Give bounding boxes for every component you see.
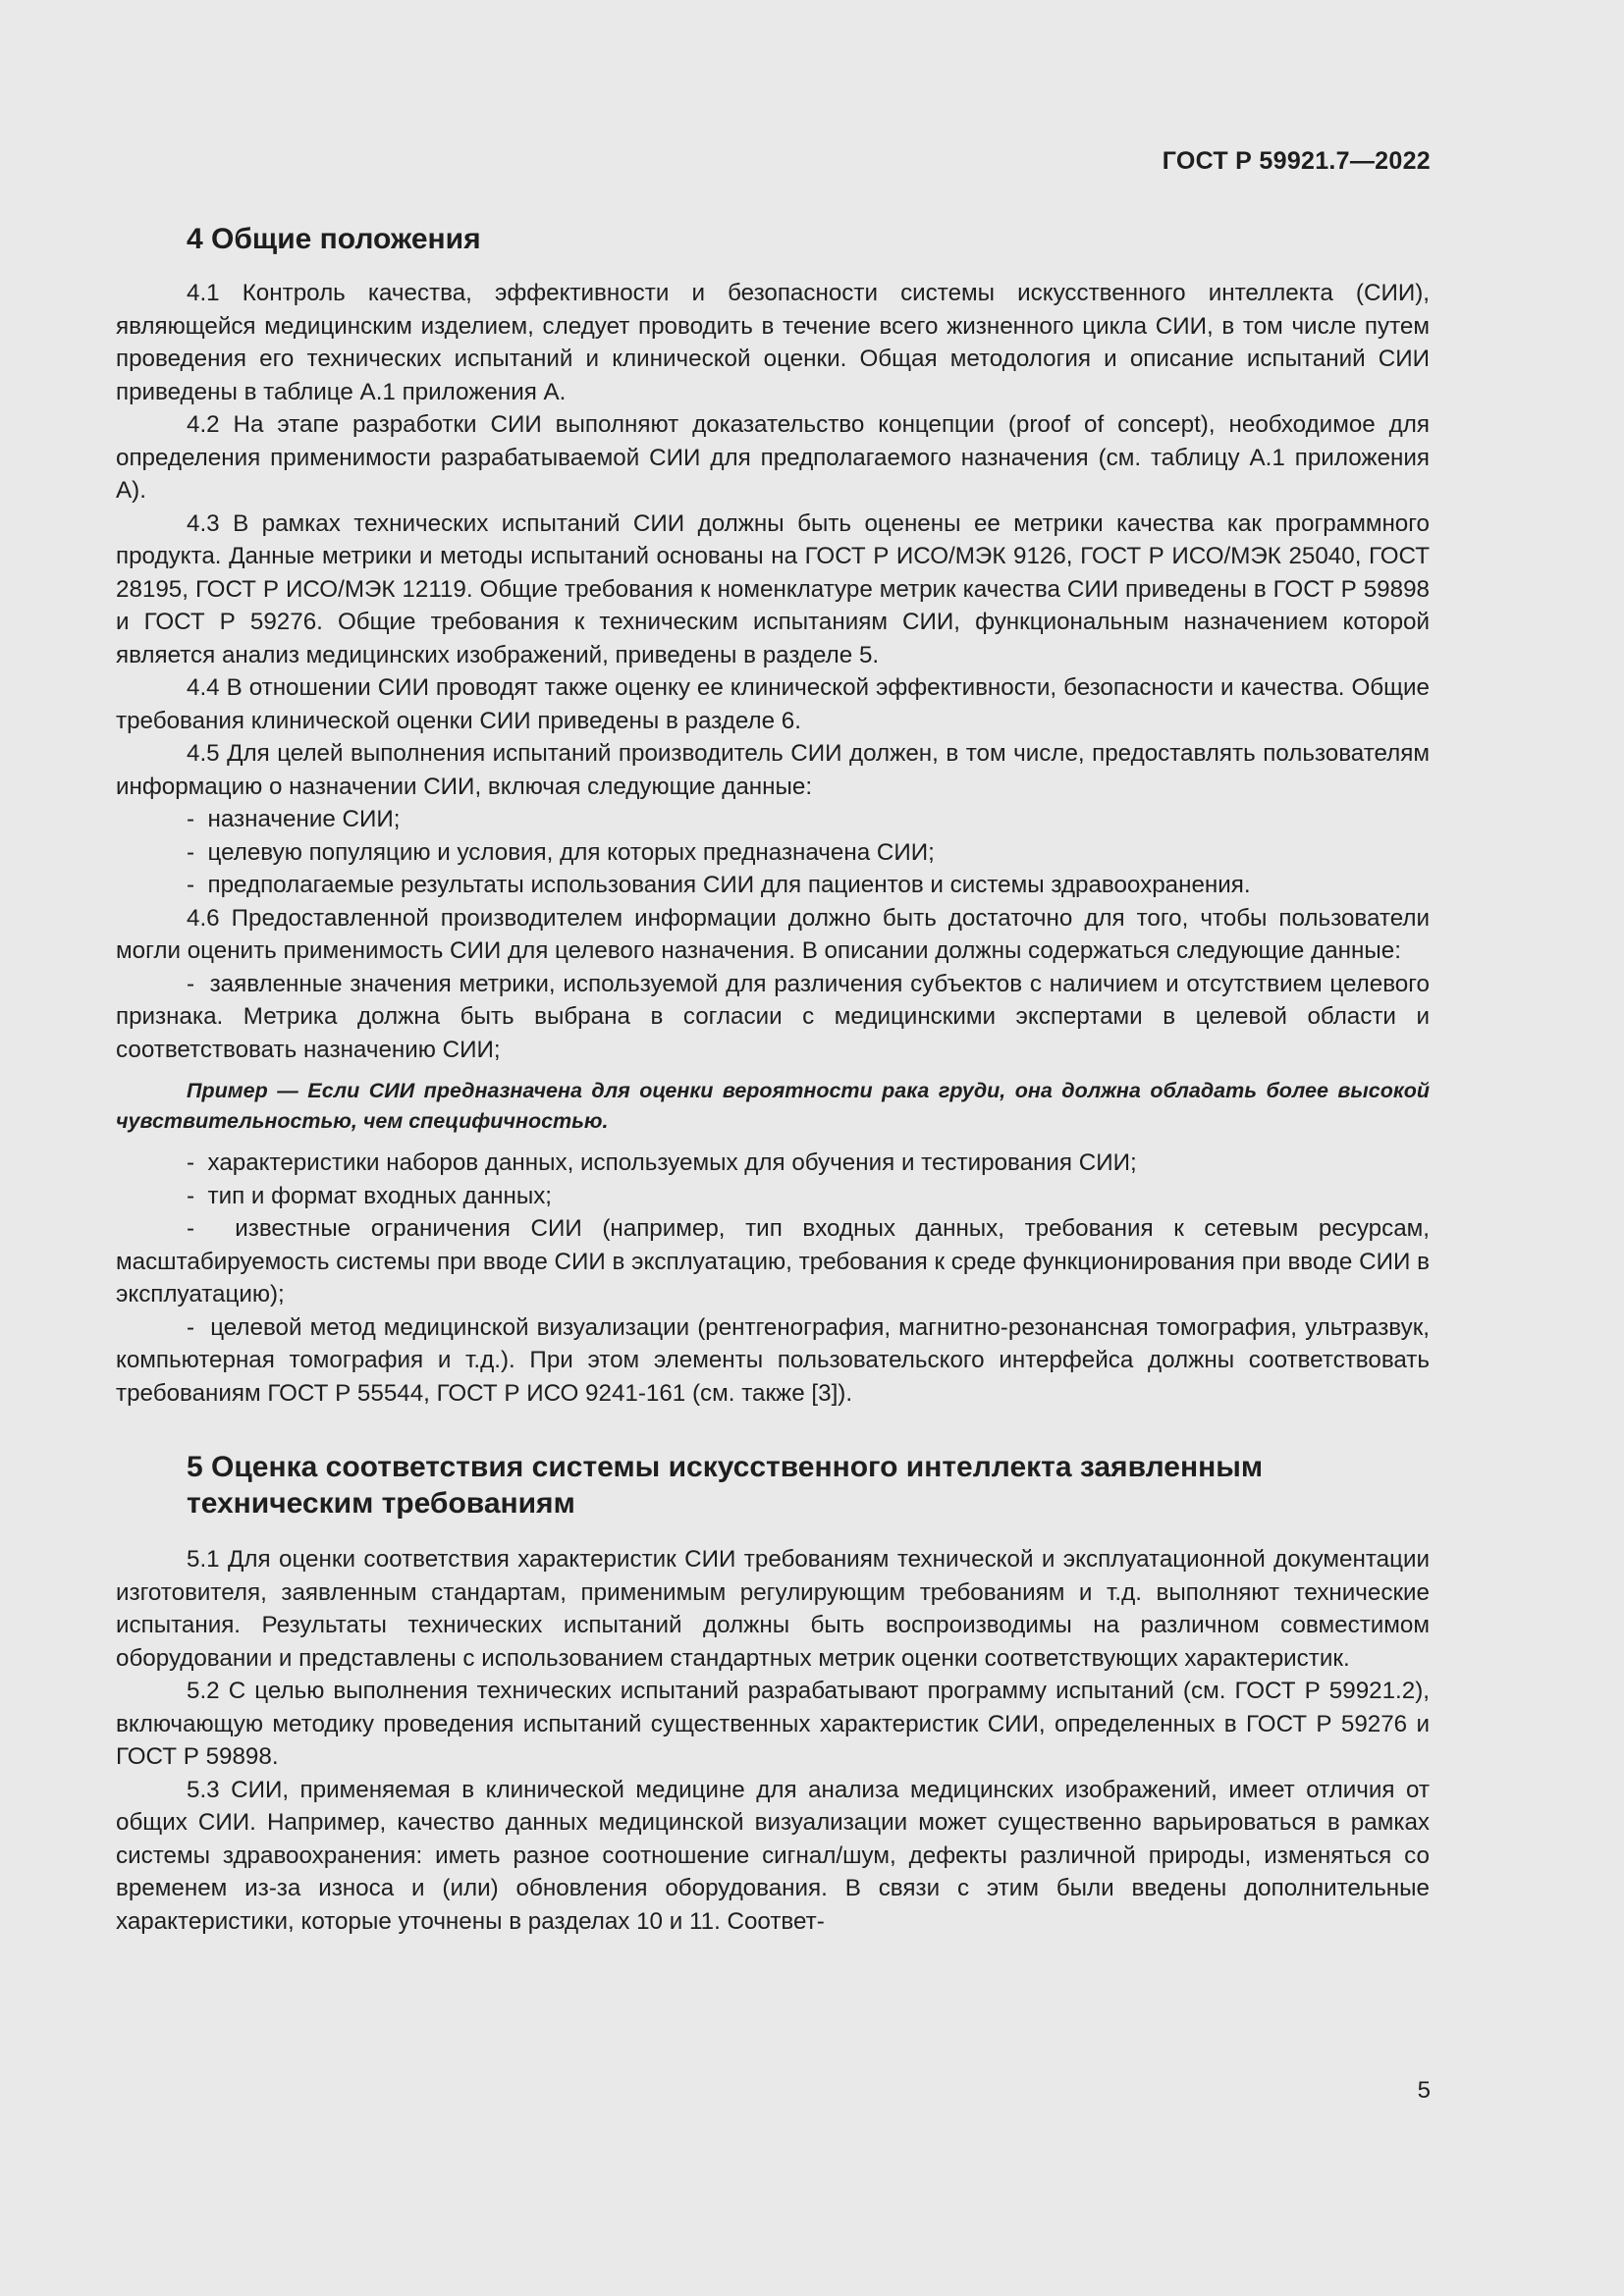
list-item: - назначение СИИ;	[116, 803, 1430, 836]
paragraph-4-6: 4.6 Предоставленной производителем информации должно быть достаточно для того, чтобы пользователи могли оценить применимость СИИ для целевого назначения. В описании должны содержаться следующие данные:	[116, 904, 1430, 964]
paragraph-5-1: 5.1 Для оценки соответствия характеристик СИИ требованиям технической и эксплуатационной документации изготовителя, заявленным стандартам, применимым регулирующим требованиям и т.д. выполняют технические испытания. Результаты технических испытаний должны быть воспроизводимы на различном совместимом оборудовании и представлены с использованием стандартных метрик оценки соответствующих характеристик.	[116, 1546, 1430, 1672]
list-4-6-b	[116, 1147, 1430, 1410]
paragraph-4-4: 4.4 В отношении СИИ проводят также оценку ее клинической эффективности, безопасности и качества. Общие требования клинической оценки СИИ приведены в разделе 6.	[116, 674, 1430, 734]
document-code: ГОСТ Р 59921.7—2022	[1162, 147, 1431, 175]
paragraph-4-2: 4.2 На этапе разработки СИИ выполняют доказательство концепции (proof of concept), необходимое для определения применимости разрабатываемой СИИ для предполагаемого назначения (см. таблицу А.1 приложения А).	[116, 411, 1430, 504]
page-number: 5	[1417, 2077, 1431, 2104]
list-4-6-a	[116, 968, 1430, 1067]
page-content	[116, 221, 1430, 1938]
example-note: Пример — Если СИИ предназначена для оценки вероятности рака груди, она должна обладать более высокой чувствительностью, чем специфичностью.	[116, 1079, 1430, 1133]
paragraph-4-3: 4.3 В рамках технических испытаний СИИ должны быть оценены ее метрики качества как программного продукта. Данные метрики и методы испытаний основаны на ГОСТ Р ИСО/МЭК 9126, ГОСТ Р ИСО/МЭК 25040, ГОСТ 28195, ГОСТ Р ИСО/МЭК 12119. Общие требования к номенклатуре метрик качества СИИ приведены в ГОСТ Р 59898 и ГОСТ Р 59276. Общие требования к техническим испытаниям СИИ, функциональным назначением которой является анализ медицинских изображений, приведены в разделе 5.	[116, 509, 1430, 668]
list-item: - характеристики наборов данных, используемых для обучения и тестирования СИИ;	[116, 1147, 1430, 1180]
paragraph-4-1: 4.1 Контроль качества, эффективности и безопасности системы искусственного интеллекта (СИИ), являющейся медицинским изделием, следует проводить в течение всего жизненного цикла СИИ, в том числе путем проведения его технических испытаний и клинической оценки. Общая методология и описание испытаний СИИ приведены в таблице А.1 приложения А.	[116, 280, 1430, 405]
section-4-title: 4 Общие положения	[187, 223, 481, 255]
list-item: - известные ограничения СИИ (например, тип входных данных, требования к сетевым ресурсам, масштабируемость системы при вводе СИИ в эксплуатацию, требования к среде функционирования при вводе СИИ в эксплуатацию);	[116, 1212, 1430, 1311]
paragraph-4-5: 4.5 Для целей выполнения испытаний производитель СИИ должен, в том числе, предоставлять пользователям информацию о назначении СИИ, включая следующие данные:	[116, 740, 1430, 800]
list-item: - тип и формат входных данных;	[116, 1180, 1430, 1213]
paragraph-5-3: 5.3 СИИ, применяемая в клинической медицине для анализа медицинских изображений, имеет отличия от общих СИИ. Например, качество данных медицинской визуализации может существенно варьироваться в рамках системы здравоохранения: иметь разное соотношение сигнал/шум, дефекты различной природы, изменяться со временем из-за износа и (или) обновления оборудования. В связи с этим были введены дополнительные характеристики, которые уточнены в разделах 10 и 11. Соответ-	[116, 1776, 1430, 1935]
list-item: - целевой метод медицинской визуализации (рентгенография, магнитно-резонансная томография, ультразвук, компьютерная томография и т.д.). При этом элементы пользовательского интерфейса должны соответствовать требованиям ГОСТ Р 55544, ГОСТ Р ИСО 9241-161 (см. также [3]).	[116, 1311, 1430, 1411]
list-item: - целевую популяцию и условия, для которых предназначена СИИ;	[116, 836, 1430, 870]
list-4-5	[116, 803, 1430, 902]
list-item: - предполагаемые результаты использования СИИ для пациентов и системы здравоохранения.	[116, 869, 1430, 902]
section-5-title: 5 Оценка соответствия системы искусственного интеллекта заявленным техническим требованиям	[187, 1451, 1264, 1520]
paragraph-5-2: 5.2 С целью выполнения технических испытаний разрабатывают программу испытаний (см. ГОСТ Р 59921.2), включающую методику проведения испытаний существенных характеристик СИИ, определенных в ГОСТ Р 59276 и ГОСТ Р 59898.	[116, 1678, 1430, 1770]
list-item: - заявленные значения метрики, используемой для различения субъектов с наличием и отсутствием целевого признака. Метрика должна быть выбрана в согласии с медицинскими экспертами в целевой области и соответствовать назначению СИИ;	[116, 968, 1430, 1067]
